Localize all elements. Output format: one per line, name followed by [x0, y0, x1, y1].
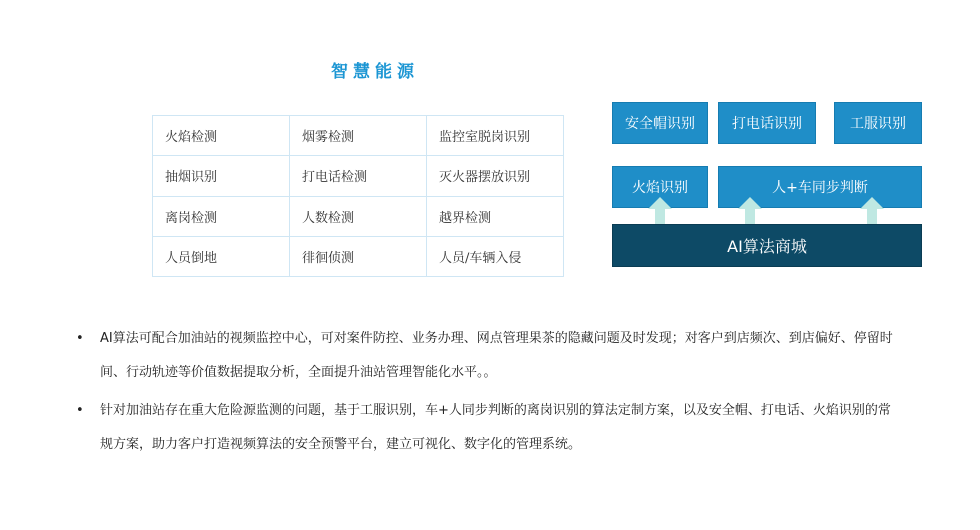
- up-arrow-icon: [860, 197, 884, 225]
- page-title: 智慧能源: [331, 62, 419, 82]
- list-item: [72, 394, 902, 462]
- diagram-box-phone: 打电话识别: [718, 102, 816, 144]
- table-row: [153, 196, 564, 236]
- table-cell: 烟雾检测: [290, 116, 427, 156]
- table-row: [153, 116, 564, 156]
- table-cell: 人员倒地: [153, 236, 290, 276]
- list-item-text: AI算法可配合加油站的视频监控中心，可对案件防控、业务办理、网点管理果茶的隐藏问题及时发现；对客户到店频次、到店偏好、停留时间、行动轨迹等价值数据提取分析，全面提升油站管理智能化水平。。: [100, 331, 893, 380]
- up-arrow-icon: [738, 197, 762, 225]
- table-cell: 人数检测: [290, 196, 427, 236]
- table-cell: 人员/车辆入侵: [427, 236, 564, 276]
- capability-table: [152, 115, 564, 277]
- architecture-diagram: [612, 102, 922, 267]
- table-cell: 监控室脱岗识别: [427, 116, 564, 156]
- description-list: [72, 322, 902, 466]
- table-cell: 打电话检测: [290, 156, 427, 196]
- diagram-box-person-vehicle: 人+车同步判断: [718, 166, 922, 208]
- list-item-text: 针对加油站存在重大危险源监测的问题，基于工服识别，车+人同步判断的离岗识别的算法定制方案，以及安全帽、打电话、火焰识别的常规方案，助力客户打造视频算法的安全预警平台，建立可视化、数字化的管理系统。: [100, 403, 891, 452]
- table-row: [153, 236, 564, 276]
- up-arrow-icon: [648, 197, 672, 225]
- bullet-icon: •: [76, 331, 84, 346]
- list-item: [72, 322, 902, 390]
- bullet-icon: •: [76, 403, 84, 418]
- diagram-base-platform: AI算法商城: [612, 224, 922, 267]
- diagram-box-helmet: 安全帽识别: [612, 102, 708, 144]
- table-cell: 抽烟识别: [153, 156, 290, 196]
- table-cell: 火焰检测: [153, 116, 290, 156]
- table-cell: 越界检测: [427, 196, 564, 236]
- table-cell: 灭火器摆放识别: [427, 156, 564, 196]
- diagram-box-uniform: 工服识别: [834, 102, 922, 144]
- table-row: [153, 156, 564, 196]
- table-cell: 徘徊侦测: [290, 236, 427, 276]
- diagram-box-fire: 火焰识别: [612, 166, 708, 208]
- table-cell: 离岗检测: [153, 196, 290, 236]
